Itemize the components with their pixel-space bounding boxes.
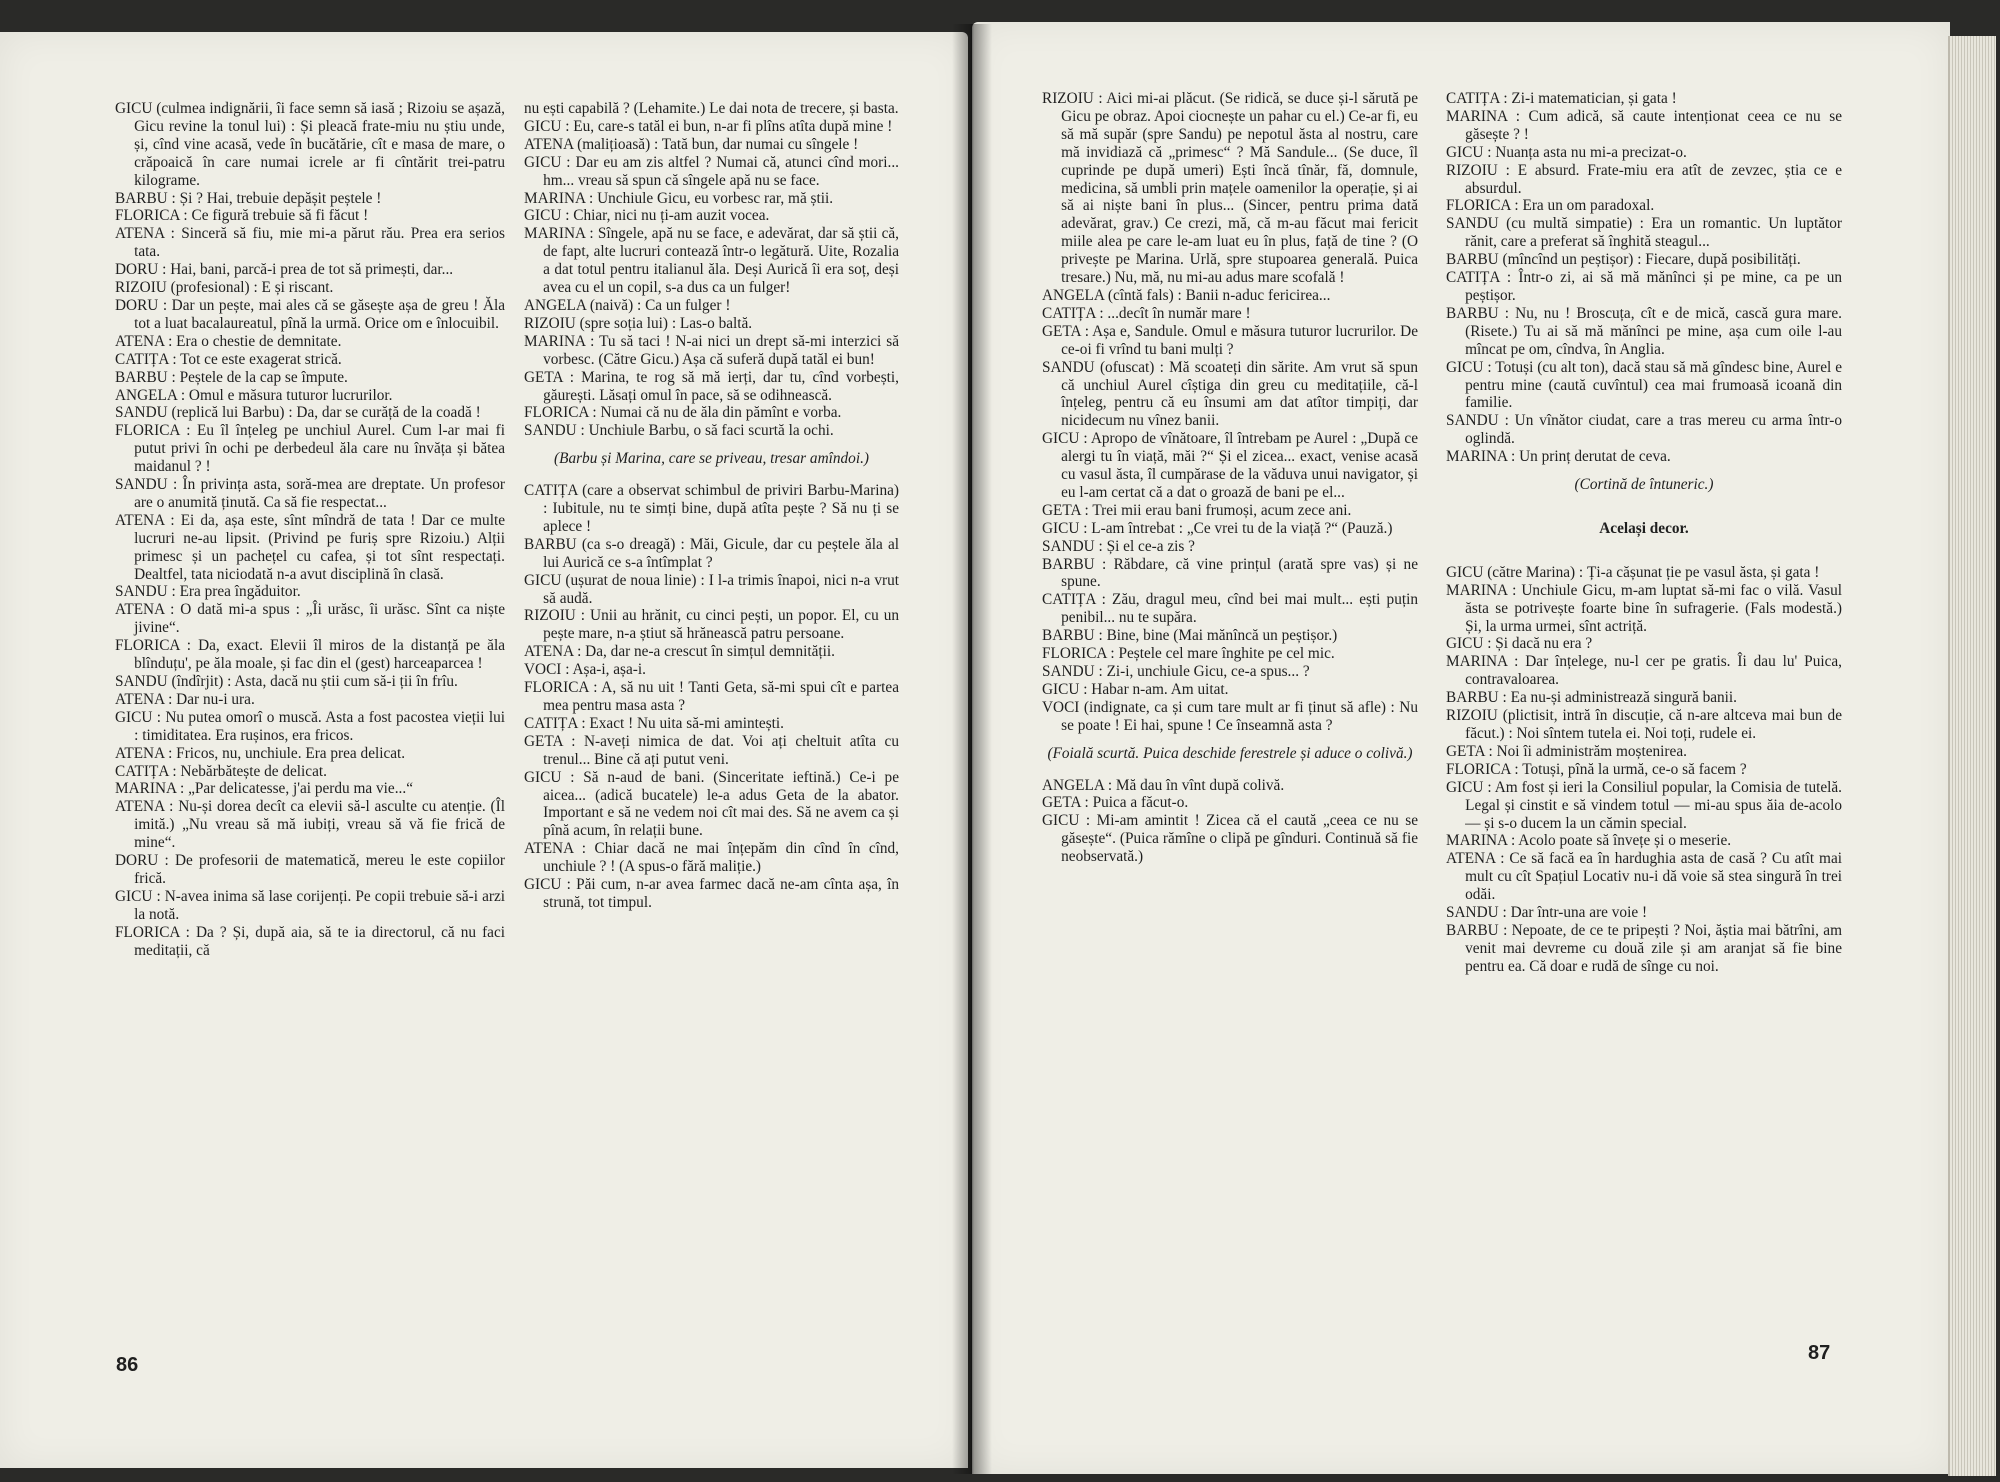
dialogue-line: BARBU : Bine, bine (Mai mănîncă un peștișor.) (1042, 627, 1338, 645)
dialogue-line: MARINA : Cum adică, să caute intenționat ceea ce nu se găsește ? ! (1446, 107, 1842, 143)
dialogue-line: MARINA : Sîngele, apă nu se face, e adevărat, dar să știi că, de fapt, alte lucruri contează într-o legătură. Uite, Rozalia a dat totul pentru italianul ăla. Deși Aurică îi era soț, deși avea cu el un copil, s-a dus ca un fulger! (524, 225, 899, 297)
dialogue-line: GICU : Să n-aud de bani. (Sinceritate ieftină.) Ce-i pe aicea... (adică bucatele) le-a adus Geta de la abator. Important e să ne vedem noi cît mai des. Să ne avem ca și pînă acum, în relații bune. (524, 768, 899, 840)
dialogue-line: MARINA : Un prinț derutat de ceva. (1446, 448, 1671, 466)
dialogue-line: BARBU (ca s-o dreagă) : Măi, Gicule, dar cu peștele ăla al lui Aurică ce s-a întîmplat ? (524, 535, 899, 571)
dialogue-line: MARINA : Tu să taci ! N-ai nici un drept să-mi interzici să vorbesc. (Către Gicu.) Așa că suferă după tatăl ei bun! (524, 332, 899, 368)
dialogue-line: ATENA : Sinceră să fiu, mie mi-a părut rău. Prea era serios tata. (115, 225, 505, 261)
dialogue-line: BARBU : Și ? Hai, trebuie depășit peștele ! (115, 189, 382, 207)
dialogue-line: ATENA : Era o chestie de demnitate. (115, 332, 342, 350)
dialogue-line: FLORICA : Totuși, pînă la urmă, ce-o să facem ? (1446, 760, 1747, 778)
right-page-column-2 (1446, 90, 1842, 976)
dialogue-line: SANDU : Zi-i, unchiule Gicu, ce-a spus... ? (1042, 663, 1310, 680)
dialogue-line: GETA : Marina, te rog să mă ierți, dar tu, cînd vorbești, găurești. Lăsați omul în pace, să se odihnească. (524, 368, 899, 404)
dialogue-line: ANGELA : Mă dau în vînt după colivă. (1042, 776, 1285, 794)
dialogue-line: GICU : Totuși (cu alt ton), dacă stau să mă gîndesc bine, Aurel e pentru mine (caută cuvîntul) cea mai frumoasă icoană din familie. (1446, 358, 1842, 412)
dialogue-line: ANGELA : Omul e măsura tuturor lucrurilor. (115, 386, 393, 404)
dialogue-line: ATENA : Da, dar ne-a crescut în simțul demnității. (524, 643, 835, 661)
dialogue-line: GICU : Nu putea omorî o muscă. Asta a fost pacostea vieții lui : timiditatea. Era rușinos, era fricos. (115, 708, 505, 744)
dialogue-line: RIZOIU (plictisit, intră în discuție, că n-are altceva mai bun de făcut.) : Noi sîntem tutela ei. Noi toți, rudele ei. (1446, 707, 1842, 742)
dialogue-line: SANDU : În privința asta, soră-mea are dreptate. Un profesor are o anumită ținută. Ca să fie respectat... (115, 476, 505, 511)
dialogue-line: SANDU : Un vînător ciudat, care a tras mereu cu arma într-o oglindă. (1446, 412, 1842, 448)
dialogue-line: BARBU : Nu, nu ! Broscuța, cît e de mică, cască gura mare. (Risete.) Tu ai să mă mănînci pe mine, așa cum oile l-au mîncat pe om, cîndva, în Anglia. (1446, 304, 1842, 358)
dialogue-line: SANDU (cu multă simpatie) : Era un romantic. Un luptător rănit, care a preferat să înghită steagul... (1446, 215, 1842, 251)
right-page-column-1 (1042, 90, 1418, 866)
dialogue-line: CATIȚA : Exact ! Nu uita să-mi amintești. (524, 714, 784, 732)
dialogue-line: GICU : N-avea inima să lase corijenți. Pe copii trebuie să-i arzi la notă. (115, 887, 505, 923)
dialogue-line: GETA : N-aveți nimica de dat. Voi ați cheltuit atîta cu trenul... Bine că ați putut veni. (524, 732, 899, 768)
dialogue-line: GICU : Păi cum, n-ar avea farmec dacă ne-am cînta așa, în strună, tot timpul. (524, 876, 899, 911)
dialogue-line: SANDU (replică lui Barbu) : Da, dar se curăță de la coadă ! (115, 404, 481, 422)
left-page (0, 32, 968, 1468)
dialogue-line: MARINA : „Par delicatesse, j'ai perdu ma vie...“ (115, 780, 413, 798)
dialogue-line: DORU : Hai, bani, parcă-i prea de tot să primești, dar... (115, 261, 454, 279)
dialogue-line: SANDU (îndîrjit) : Asta, dacă nu știi cum să-i ții în frîu. (115, 673, 458, 690)
dialogue-line: GETA : Puica a făcut-o. (1042, 794, 1189, 812)
dialogue-line: FLORICA : Peștele cel mare înghite pe cel mic. (1042, 645, 1335, 663)
dialogue-line: BARBU (mîncînd un peștișor) : Fiecare, după posibilități. (1446, 251, 1801, 269)
dialogue-line: CATIȚA : Într-o zi, ai să mă mănînci și pe mine, ca pe un peștișor. (1446, 269, 1842, 304)
dialogue-line: BARBU : Nepoate, de ce te pripești ? Noi, ăștia mai bătrîni, am venit mai devreme cu două zile și am aranjat să fie bine pentru ea. Că doar e rudă de sînge cu noi. (1446, 921, 1842, 975)
dialogue-line: GICU : Apropo de vînătoare, îl întrebam pe Aurel : „După ce alergi tu în viață, măi ?“ Și el zicea... exact, venise acasă cu vasul ăsta, îl cumpărase de la văduva unui navigator, și eu l-am certat că a dat o groază de bani pe el... (1042, 430, 1418, 501)
book-gutter (952, 24, 992, 1474)
dialogue-line: CATIȚA : Nebărbătește de delicat. (115, 762, 327, 780)
dialogue-line: ATENA : Nu-și dorea decît ca elevii să-l asculte cu atenție. (Îl imită.) „Nu vreau să mă iubiți, vreau să vă fie frică de mine“. (115, 798, 505, 852)
dialogue-line: GICU (către Marina) : Ți-a cășunat ție pe vasul ăsta, și gata ! (1446, 563, 1820, 581)
stage-direction: (Cortină de întuneric.) (1574, 476, 1714, 494)
dialogue-line: MARINA : Acolo poate să învețe și o meserie. (1446, 832, 1732, 850)
dialogue-line: GICU : Și dacă nu era ? (1446, 635, 1593, 653)
dialogue-line: SANDU (ofuscat) : Mă scoateți din sărite. Am vrut să spun că unchiul Aurel cîștiga din greu cu meditațiile, că-l înțeleg, pentru că eu însumi am dat atîtor timpiți, dar nicidecum nu vînez banii. (1042, 358, 1418, 430)
left-page-column-2 (524, 100, 899, 912)
dialogue-line: CATIȚA (care a observat schimbul de priviri Barbu-Marina) : Iubitule, nu te simți bine, după atîta pește ? Să nu ți se aplece ! (524, 482, 899, 535)
dialogue-line: GICU : Am fost și ieri la Consiliul popular, la Comisia de tutelă. Legal și cinstit e să vindem totul — mi-au spus ăia de-acolo — și s-o ducem la un cămin special. (1446, 778, 1842, 832)
dialogue-line: GICU : Nuanța asta nu mi-a precizat-o. (1446, 143, 1687, 161)
dialogue-line: SANDU : Dar într-una are voie ! (1446, 904, 1648, 922)
dialogue-line: FLORICA : Da, exact. Elevii îl miros de la distanță pe ăla blînduțu', pe ăla moale, și fac din el (gest) harceaparcea ! (115, 637, 505, 673)
dialogue-line: ATENA : Dar nu-i ura. (115, 690, 255, 708)
dialogue-line: FLORICA : Era un om paradoxal. (1446, 197, 1655, 215)
dialogue-line: FLORICA : Ce figură trebuie să fi făcut ! (115, 207, 369, 225)
stage-direction: (Barbu și Marina, care se priveau, tresar amîndoi.) (554, 450, 869, 468)
dialogue-line: CATIȚA : ...decît în număr mare ! (1042, 304, 1251, 322)
dialogue-line: FLORICA : Numai că nu de ăla din pămînt e vorba. (524, 404, 842, 422)
dialogue-line: ATENA : Fricos, nu, unchiule. Era prea delicat. (115, 744, 406, 762)
dialogue-line: CATIȚA : Zi-i matematician, și gata ! (1446, 90, 1677, 107)
scene-heading: Același decor. (1599, 519, 1689, 537)
dialogue-line: CATIȚA : Zău, dragul meu, cînd bei mai mult... ești puțin penibil... nu te supăra. (1042, 591, 1418, 627)
dialogue-line: ATENA : Ei da, așa este, sînt mîndră de tata ! Dar ce multe lucruri ne-au lipsit. (Privind pe furiș spre Rizoiu.) Alții primesc și un pachețel cu cafea, și tot sînt respectați. Dealtfel, tata niciodată n-a avut disciplină în clasă. (115, 511, 505, 583)
dialogue-line: VOCI (indignate, ca și cum tare mult ar fi ținut să afle) : Nu se poate ! Ei hai, spune ! Ce înseamnă asta ? (1042, 698, 1418, 734)
dialogue-line: GETA : Așa e, Sandule. Omul e măsura tuturor lucrurilor. De ce-oi fi vrînd tu bani mulți ? (1042, 322, 1418, 358)
stage-direction: (Foială scurtă. Puica deschide ferestrele și aduce o colivă.) (1047, 744, 1413, 762)
dialogue-line: RIZOIU : Aici mi-ai plăcut. (Se ridică, se duce și-l sărută pe Gicu pe obraz. Apoi ciocnește un pahar cu el.) Ce-ar fi, eu să mă supăr (spre Sandu) pe nepotul ăsta al nostru, care mă invidiază că „primesc“ ? Mă Sandule... (Se duce, îl cuprinde pe după umeri) Ești încă tînăr, fă, domnule, medicina, să umbli prin mațele oamenilor la operație, și ai să ai niște bani în plus... (Sincer, pentru prima dată adevărat, grav.) Ce crezi, mă, că m-au făcut mai fericit miile alea pe care le-am luat eu în plus, față de tine ? (O privește pe Marina. Urlă, spre stupoarea generală. Puica tresare.) Nu, mă, nu mi-au adus mare scofală ! (1042, 90, 1418, 287)
dialogue-line: GICU : Habar n-am. Am uitat. (1042, 680, 1229, 698)
dialogue-line: GETA : Trei mii erau bani frumoși, acum zece ani. (1042, 501, 1352, 519)
dialogue-line: RIZOIU (profesional) : E și riscant. (115, 279, 334, 297)
dialogue-line: nu ești capabilă ? (Lehamite.) Le dai nota de trecere, și basta. (524, 100, 899, 117)
dialogue-line: RIZOIU (spre soția lui) : Las-o baltă. (524, 314, 753, 332)
dialogue-line: ANGELA (cîntă fals) : Banii n-aduc fericirea... (1042, 286, 1331, 304)
dialogue-line: GETA : Noi îi administrăm moștenirea. (1446, 742, 1687, 760)
dialogue-line: SANDU : Era prea îngăduitor. (115, 583, 301, 601)
dialogue-line: BARBU : Peștele de la cap se împute. (115, 368, 348, 386)
dialogue-line: FLORICA : Da ? Și, după aia, să te ia directorul, că nu faci meditații, că (115, 923, 505, 959)
dialogue-line: GICU : Mi-am amintit ! Zicea că el caută „ceea ce nu se găsește“. (Puica rămîne o clipă pe gînduri. Continuă să fie neobservată.) (1042, 812, 1418, 866)
dialogue-line: GICU : Eu, care-s tatăl ei bun, n-ar fi plîns atîta după mine ! (524, 117, 893, 135)
dialogue-line: RIZOIU : Unii au hrănit, cu cinci pești, un popor. El, cu un pește mare, n-a știut să hrănească patru persoane. (524, 607, 899, 643)
dialogue-line: ATENA : Ce să facă ea în hardughia asta de casă ? Cu atît mai mult cu cît Spațiul Locativ nu-i dă voie să stea singură în trei odăi. (1446, 850, 1842, 904)
dialogue-line: GICU : Dar eu am zis altfel ? Numai că, atunci cînd mori... hm... vreau să spun că sîngele apă nu se face. (524, 153, 899, 189)
dialogue-line: ATENA : O dată mi-a spus : „Îi urăsc, îi urăsc. Sînt ca niște jivine“. (115, 601, 505, 637)
dialogue-line: MARINA : Unchiule Gicu, m-am luptat să-mi fac o vilă. Vasul ăsta se potrivește foarte bine în sufragerie. (Fals modestă.) Și, la urma urmei, sînt actriță. (1446, 581, 1842, 635)
left-page-column-1 (115, 100, 505, 960)
dialogue-line: ANGELA (naivă) : Ca un fulger ! (524, 296, 731, 314)
dialogue-line: BARBU : Ea nu-și administrează singură banii. (1446, 689, 1738, 707)
dialogue-line: DORU : De profesorii de matematică, mereu le este copiilor frică. (115, 852, 505, 887)
dialogue-line: CATIȚA : Tot ce este exagerat strică. (115, 350, 342, 368)
dialogue-line: SANDU : Și el ce-a zis ? (1042, 537, 1195, 555)
dialogue-line: ATENA (malițioasă) : Tată bun, dar numai cu sîngele ! (524, 135, 859, 153)
dialogue-line: GICU : Chiar, nici nu ți-am auzit vocea. (524, 207, 770, 225)
right-page (972, 22, 1950, 1474)
dialogue-line: ATENA : Chiar dacă ne mai înțepăm din cînd în cînd, unchiule ? ! (A spus-o fără maliție.) (524, 840, 899, 876)
dialogue-line: FLORICA : Eu îl înțeleg pe unchiul Aurel. Cum l-ar mai fi putut privi în ochi pe derbedeul ăla care nu învăța și bătea maidanul ? ! (115, 422, 505, 476)
dialogue-line: GICU (ușurat de noua linie) : I l-a trimis înapoi, nici n-a vrut să audă. (524, 571, 899, 607)
dialogue-line: MARINA : Unchiule Gicu, eu vorbesc rar, mă știi. (524, 189, 834, 207)
dialogue-line: MARINA : Dar înțelege, nu-l cer pe gratis. Îi dau lu' Puica, contravaloarea. (1446, 653, 1842, 689)
dialogue-line: GICU (culmea indignării, îi face semn să iasă ; Rizoiu se așază, Gicu revine la tonul lui) : Și pleacă frate-miu nu știu unde, și, cînd vine acasă, vede în bucătărie, cît e masa de mare, o crăpoaică în care numai icrele ar fi cîntărit trei-patru kilograme. (115, 100, 505, 189)
dialogue-line: DORU : Dar un pește, mai ales că se găsește așa de greu ! Ăla tot a luat bacalaureatul, pînă la urmă. Orice om e înlocuibil. (115, 296, 505, 332)
dialogue-line: GICU : L-am întrebat : „Ce vrei tu de la viață ?“ (Pauză.) (1042, 519, 1393, 537)
page-number-right: 87 (1808, 1342, 1831, 1364)
page-edges (1948, 36, 1996, 1476)
dialogue-line: RIZOIU : E absurd. Frate-miu era atît de zevzec, știa ce e absurdul. (1446, 161, 1842, 197)
dialogue-line: SANDU : Unchiule Barbu, o să faci scurtă la ochi. (524, 422, 834, 440)
dialogue-line: VOCI : Așa-i, așa-i. (524, 661, 646, 679)
page-number-left: 86 (116, 1354, 139, 1376)
dialogue-line: FLORICA : A, să nu uit ! Tanti Geta, să-mi spui cît e partea mea pentru masa asta ? (524, 679, 899, 714)
dialogue-line: BARBU : Răbdare, că vine prințul (arată spre vas) și ne spune. (1042, 555, 1418, 591)
